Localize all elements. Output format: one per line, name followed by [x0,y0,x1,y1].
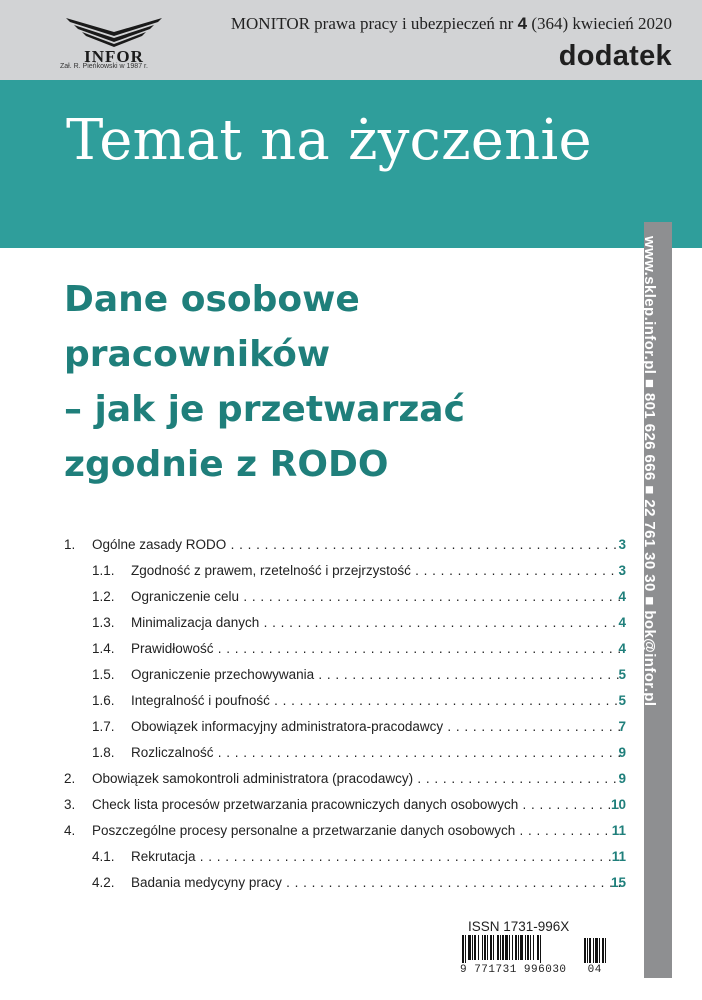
toc-page: 4 [618,615,626,630]
toc-number: 1.3. [92,615,115,630]
toc-entry[interactable] [0,641,702,663]
issue-rest: (364) kwiecień 2020 [531,14,672,33]
toc-label: Rekrutacja . . . [131,849,622,864]
contact-text: www.sklep.infor.pl ■ 801 626 666 ■ 22 761 30 30 ■ bok@infor.pl [641,236,658,707]
logo-subtext: Zał. R. Pieńkowski w 1987 r. [60,63,148,70]
toc-label: Minimalizacja danych . . . [131,615,622,630]
main-title-line: zgodnie z RODO [64,444,389,485]
toc-number: 1.8. [92,745,115,760]
issue-line [231,14,672,34]
toc-label: Badania medycyny pracy . . . [131,875,622,890]
issue-number: 4 [517,14,528,33]
toc-page: 11 [611,823,626,838]
toc-page: 11 [611,849,626,864]
main-title-line: – jak je przetwarzać [64,389,465,430]
toc-entry[interactable] [0,823,702,845]
toc-label: Integralność i poufność . . . [131,693,622,708]
toc-number: 1.4. [92,641,115,656]
toc-page: 3 [618,537,626,552]
toc-entry[interactable] [0,563,702,585]
toc-entry[interactable] [0,771,702,793]
toc-label: Rozliczalność . . . [131,745,622,760]
toc-entry[interactable] [0,589,702,611]
toc-label: Check lista procesów przetwarzania pracowniczych danych osobowych . . . [92,797,622,812]
toc-label: Obowiązek informacyjny administratora-pracodawcy . . . [131,719,622,734]
svg-text:INFOR: INFOR [84,47,144,66]
barcode-number: 9 771731 996030 [460,964,567,976]
toc-page: 7 [618,719,626,734]
toc-entry[interactable] [0,745,702,767]
toc-label: Prawidłowość . . . [131,641,622,656]
toc-number: 4.2. [92,875,115,890]
toc-entry[interactable] [0,693,702,715]
toc-number: 1.7. [92,719,115,734]
barcode-digits [460,964,602,976]
toc-number: 1.5. [92,667,115,682]
main-title [64,272,465,492]
toc-label: Poszczególne procesy personalne a przetwarzanie danych osobowych . . . [92,823,622,838]
toc-page: 9 [618,771,626,786]
barcode-icon [462,935,612,963]
toc-entry[interactable] [0,667,702,689]
main-title-line: pracowników [64,334,331,375]
toc-number: 1. [64,537,76,552]
main-title-line: Dane osobowe [64,279,360,320]
toc-page: 15 [610,875,626,890]
monitor-prefix: MONITOR prawa pracy i ubezpieczeń nr [230,14,514,33]
toc-page: 4 [618,589,626,604]
toc-page: 3 [618,563,626,578]
toc-page: 4 [618,641,626,656]
supplement-label: dodatek [558,40,672,72]
toc-number: 4.1. [92,849,115,864]
toc-number: 4. [64,823,76,838]
toc-entry[interactable] [0,797,702,819]
toc-label: Zgodność z prawem, rzetelność i przejrzystość . . . [131,563,622,578]
toc-entry[interactable] [0,849,702,871]
toc-entry[interactable] [0,719,702,741]
barcode-addon: 04 [587,964,602,976]
toc-entry[interactable] [0,875,702,897]
toc-number: 3. [64,797,76,812]
toc-number: 2. [64,771,76,786]
toc-page: 10 [610,797,626,812]
toc-number: 1.1. [92,563,115,578]
toc-label: Ogólne zasady RODO . . . [92,537,622,552]
toc-number: 1.2. [92,589,115,604]
toc-page: 9 [618,745,626,760]
toc-label: Ograniczenie celu . . . [131,589,622,604]
toc-page: 5 [618,667,626,682]
toc-page: 5 [618,693,626,708]
issn-label: ISSN 1731-996X [468,919,570,934]
toc-entry[interactable] [0,615,702,637]
toc-label: Obowiązek samokontroli administratora (pracodawcy) . . . [92,771,622,786]
toc-number: 1.6. [92,693,115,708]
section-title: Temat na życzenie [66,108,592,173]
toc-entry[interactable] [0,537,702,559]
toc-label: Ograniczenie przechowywania . . . [131,667,622,682]
